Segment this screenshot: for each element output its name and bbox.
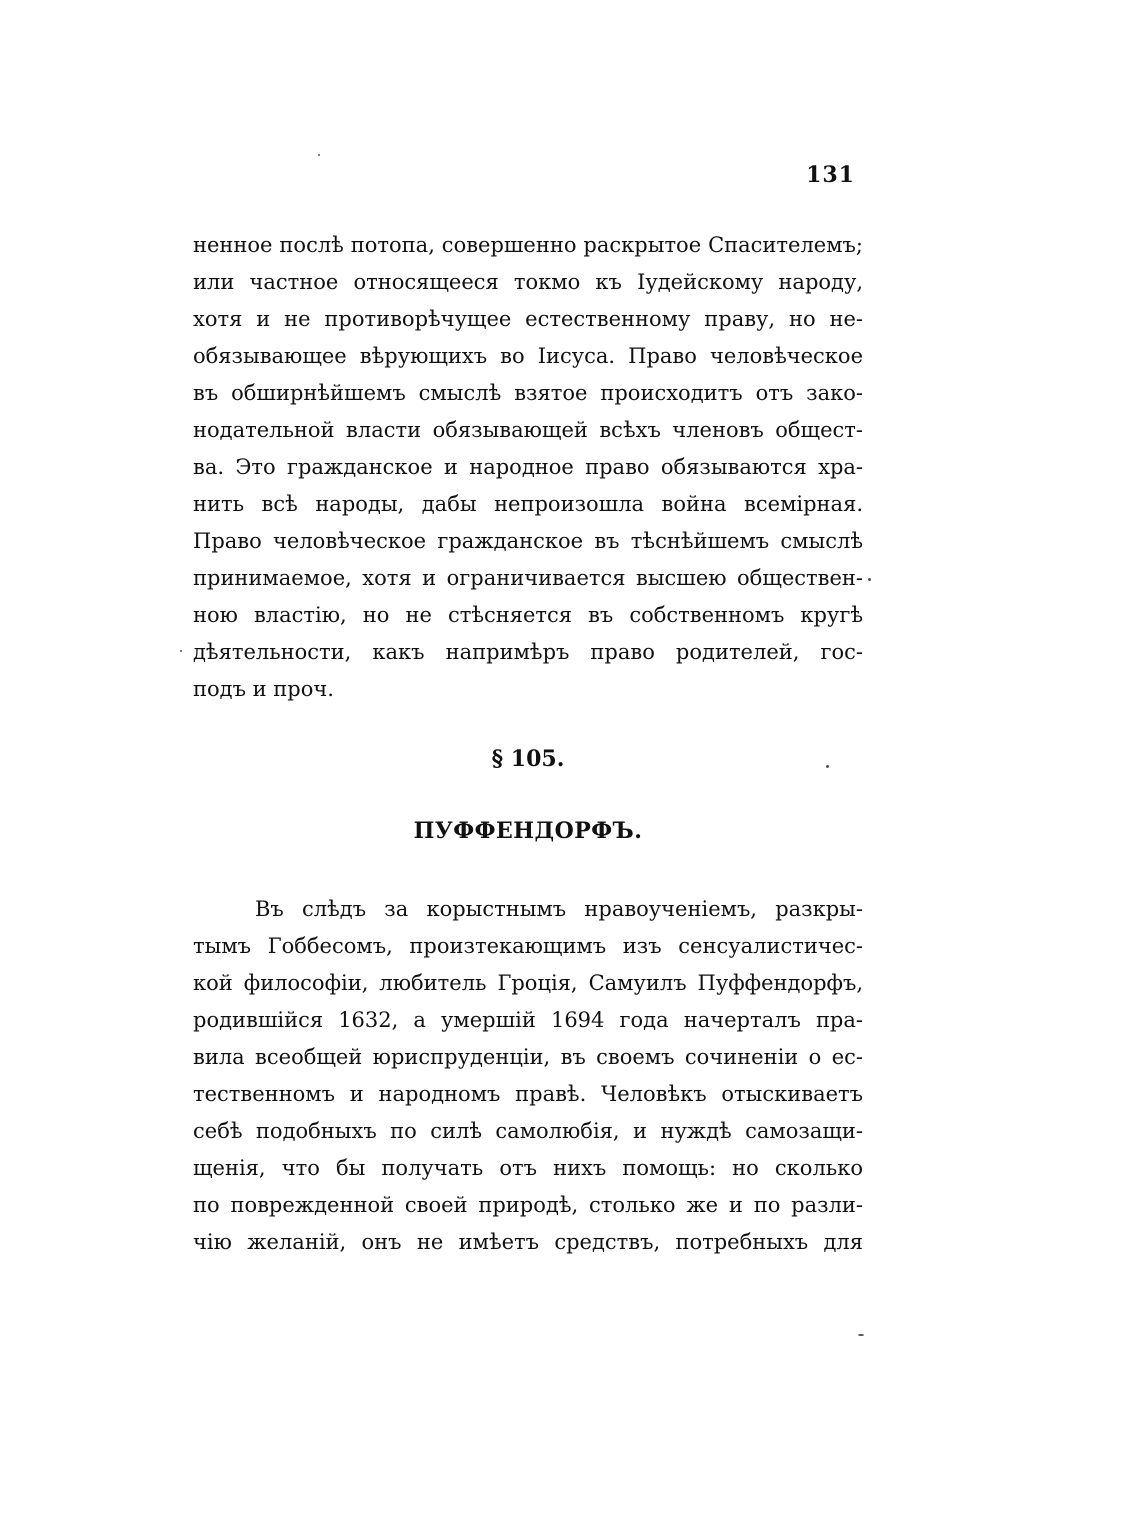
scan-speck	[858, 1334, 864, 1336]
text-line: нодательной власти обязывающей всѣхъ членовъ общест-	[193, 418, 863, 442]
text-line: обязывающее вѣрующихъ во Іисуса. Право человѣческое	[193, 344, 863, 368]
text-line: по поврежденной своей природѣ, столько же и по разли-	[193, 1193, 863, 1217]
text-line: въ обширнѣйшемъ смыслѣ взятое происходитъ отъ зако-	[193, 381, 863, 405]
scan-speck	[318, 154, 320, 156]
text-line: или частное относящееся токмо къ Іудейскому народу,	[193, 270, 863, 294]
text-line: кой философіи, любитель Гроція, Самуилъ Пуффендорфъ,	[193, 971, 863, 995]
text-line: хотя и не противорѣчущее естественному праву, но не-	[193, 307, 863, 331]
text-line: дѣятельности, какъ напримѣръ право родителей, гос-	[193, 640, 863, 664]
text-line: подъ и проч.	[193, 677, 334, 701]
text-line: ва. Это гражданское и народное право обязываются хра-	[193, 455, 863, 479]
text-line: ною властію, но не стѣсняется въ собственномъ кругѣ	[193, 603, 863, 627]
paragraph-continued	[193, 227, 863, 708]
text-line: щенія, что бы получать отъ нихъ помощь: но сколько	[193, 1156, 863, 1180]
text-line: родившійся 1632, а умершій 1694 года начерталъ пра-	[193, 1008, 863, 1032]
text-line: себѣ подобныхъ по силѣ самолюбія, и нуждѣ самозащи-	[193, 1119, 863, 1143]
paragraph-section-105	[193, 891, 863, 1261]
scan-speck	[826, 765, 829, 768]
text-line: тественномъ и народномъ правѣ. Человѣкъ отыскиваетъ	[193, 1082, 863, 1106]
text-line: ненное послѣ потопа, совершенно раскрытое Спасителемъ;	[193, 233, 863, 257]
text-line: вила всеобщей юриспруденціи, въ своемъ сочиненіи о ес-	[193, 1045, 863, 1069]
page-number: 131	[806, 162, 855, 188]
text-line: Въ слѣдъ за корыстнымъ нравоученіемъ, разкры-	[255, 897, 863, 921]
scan-speck	[180, 650, 182, 652]
text-line: нить всѣ народы, дабы непроизошла война всемірная.	[193, 492, 863, 516]
scan-speck	[868, 578, 871, 581]
text-line: Право человѣческое гражданское въ тѣснѣйшемъ смыслѣ	[193, 529, 863, 553]
text-line: принимаемое, хотя и ограничивается высшею обществен-	[193, 566, 863, 590]
section-title: ПУФФЕНДОРФЪ.	[413, 818, 643, 844]
text-line: тымъ Гоббесомъ, произтекающимъ изъ сенсуалистичес-	[193, 934, 863, 958]
text-line: чію желаній, онъ не имѣетъ средствъ, потребныхъ для	[193, 1230, 863, 1254]
section-number: § 105.	[491, 746, 565, 772]
